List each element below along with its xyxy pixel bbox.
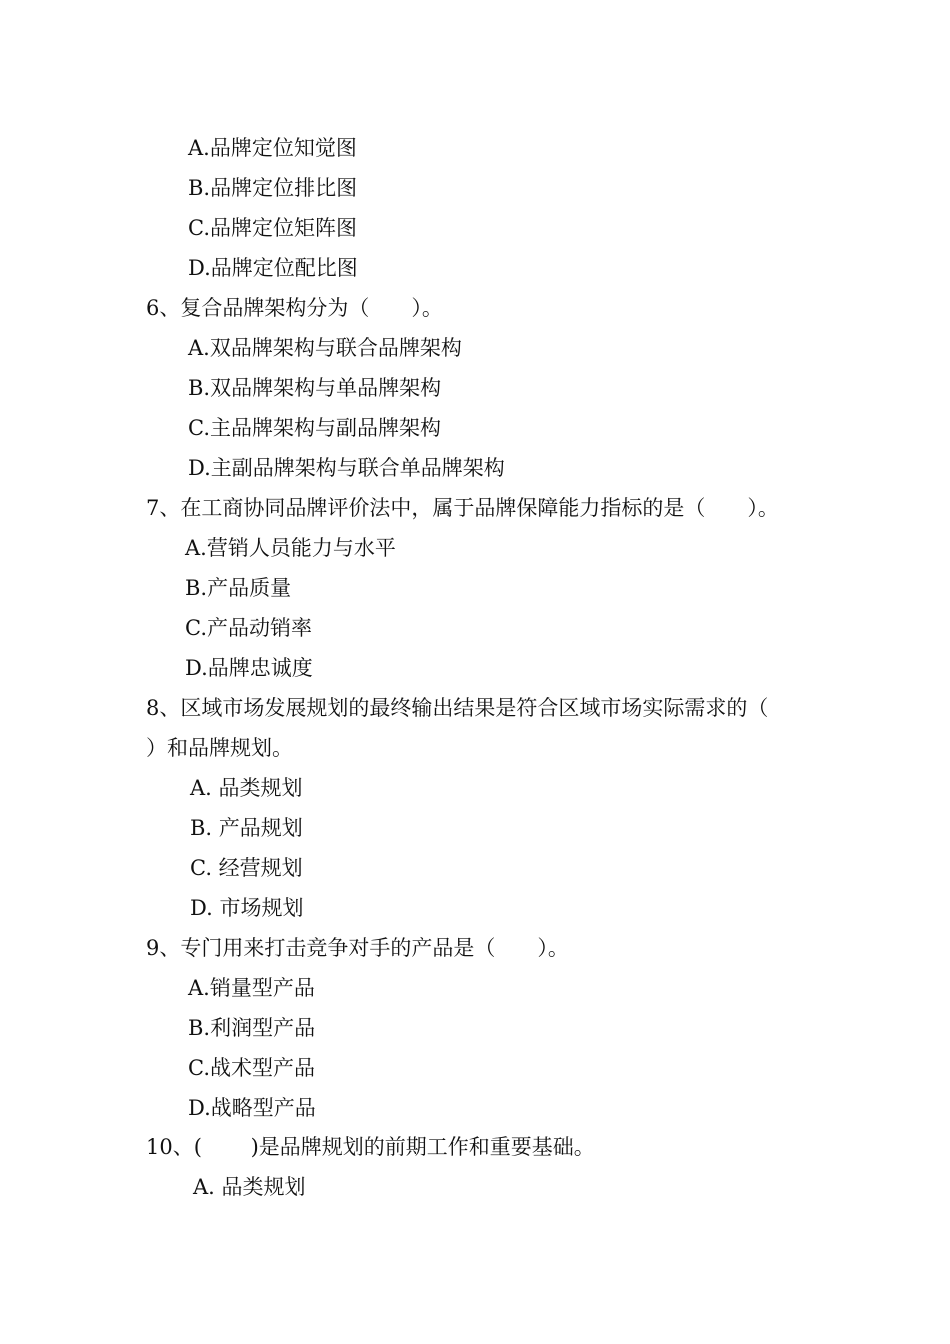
q9-stem: 9、专门用来打击竞争对手的产品是（ ）。 xyxy=(146,936,569,960)
q5-option-a: A.品牌定位知觉图 xyxy=(188,136,357,160)
q9-option-d: D.战略型产品 xyxy=(188,1096,316,1120)
q8-option-a: A. 品类规划 xyxy=(190,776,303,800)
q7-stem: 7、在工商协同品牌评价法中，属于品牌保障能力指标的是（ ）。 xyxy=(146,496,779,520)
q9-option-c: C.战术型产品 xyxy=(188,1056,315,1080)
q7-option-b: B.产品质量 xyxy=(185,576,292,600)
q10-option-a: A. 品类规划 xyxy=(193,1175,306,1199)
q6-option-b: B.双品牌架构与单品牌架构 xyxy=(188,376,442,400)
q9-option-b: B.利润型产品 xyxy=(188,1016,316,1040)
q5-option-c: C.品牌定位矩阵图 xyxy=(188,216,357,240)
q6-option-a: A.双品牌架构与联合品牌架构 xyxy=(188,336,462,360)
q9-option-a: A.销量型产品 xyxy=(188,976,315,1000)
q8-option-b: B. 产品规划 xyxy=(190,816,303,840)
q6-option-d: D.主副品牌架构与联合单品牌架构 xyxy=(188,456,505,480)
q8-stem-line1: 8、区域市场发展规划的最终输出结果是符合区域市场实际需求的（ xyxy=(146,696,769,720)
q6-stem: 6、复合品牌架构分为（ ）。 xyxy=(146,296,443,320)
q5-option-d: D.品牌定位配比图 xyxy=(188,256,358,280)
q6-option-c: C.主品牌架构与副品牌架构 xyxy=(188,416,441,440)
q5-option-b: B.品牌定位排比图 xyxy=(188,176,358,200)
q7-option-a: A.营销人员能力与水平 xyxy=(185,536,396,560)
q10-stem: 10、( )是品牌规划的前期工作和重要基础。 xyxy=(146,1135,595,1159)
q7-option-c: C.产品动销率 xyxy=(185,616,312,640)
q8-stem-line2: ）和品牌规划。 xyxy=(146,736,293,760)
q8-option-d: D. 市场规划 xyxy=(190,896,304,920)
q8-option-c: C. 经营规划 xyxy=(190,856,303,880)
q7-option-d: D.品牌忠诚度 xyxy=(185,656,313,680)
